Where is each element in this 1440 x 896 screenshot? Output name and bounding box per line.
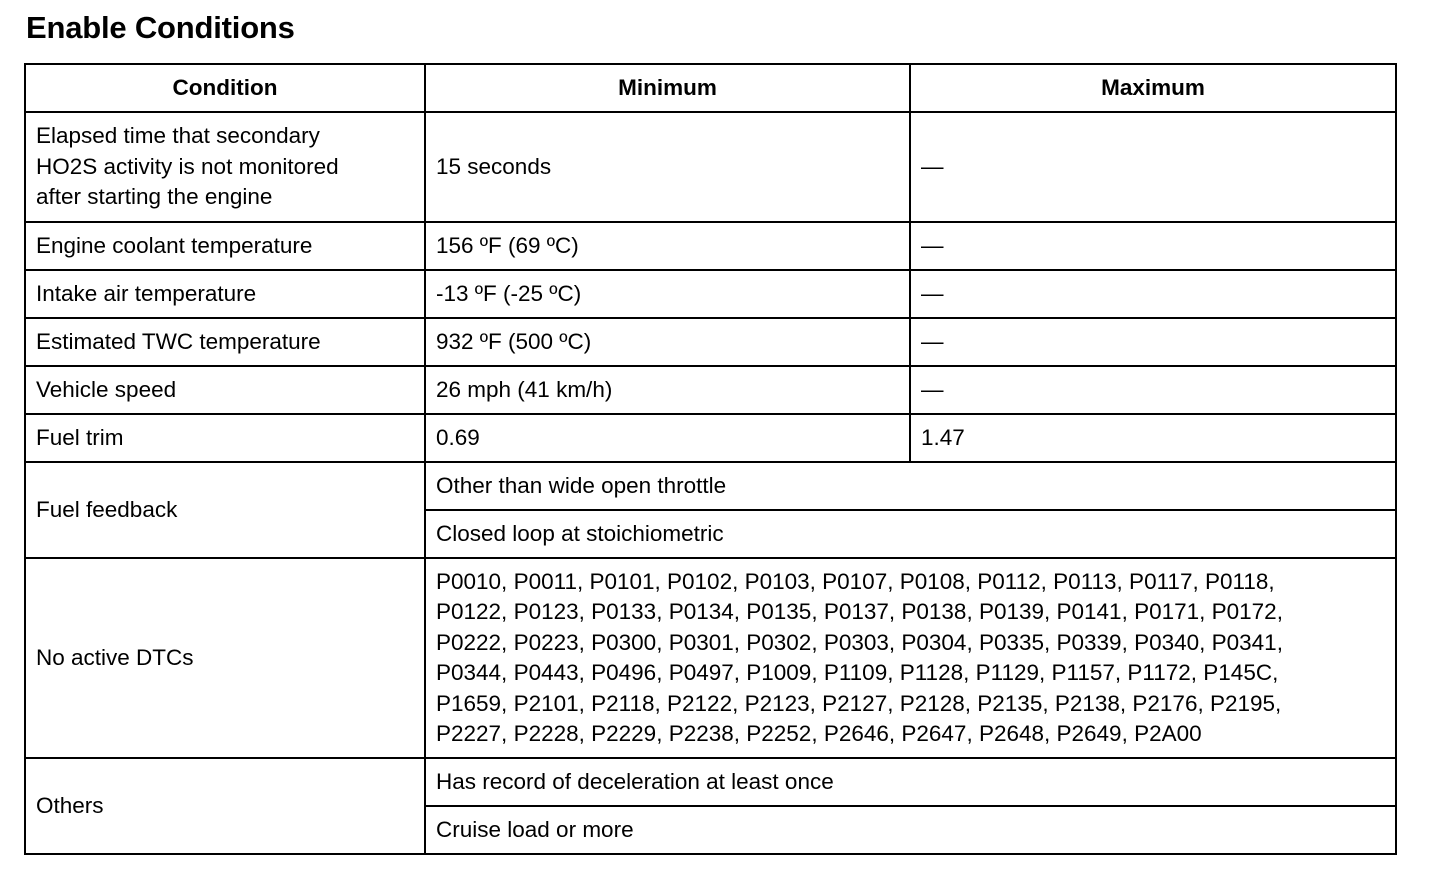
table-row (25, 414, 1396, 462)
condition-cell: No active DTCs (25, 558, 425, 758)
condition-cell: Fuel feedback (25, 462, 425, 558)
maximum-cell: 1.47 (910, 414, 1396, 462)
enable-conditions-table (24, 63, 1397, 855)
maximum-cell: — (910, 222, 1396, 270)
maximum-cell: — (910, 270, 1396, 318)
table-row (25, 366, 1396, 414)
table-row (25, 318, 1396, 366)
minimum-cell: -13 ºF (-25 ºC) (425, 270, 910, 318)
dtc-line: P0222, P0223, P0300, P0301, P0302, P0303, P0304, P0335, P0339, P0340, P0341, (436, 629, 1283, 655)
minimum-cell: 15 seconds (425, 112, 910, 222)
condition-cell: Intake air temperature (25, 270, 425, 318)
minimum-cell: 0.69 (425, 414, 910, 462)
minimum-cell: 932 ºF (500 ºC) (425, 318, 910, 366)
header-minimum: Minimum (425, 64, 910, 112)
dtc-line: P0344, P0443, P0496, P0497, P1009, P1109, P1128, P1129, P1157, P1172, P145C, (436, 660, 1279, 685)
table-row (25, 112, 1396, 222)
others-value: Has record of deceleration at least once (425, 758, 1396, 806)
maximum-cell: — (910, 366, 1396, 414)
table-row (25, 558, 1396, 758)
condition-cell (25, 112, 425, 222)
condition-cell: Fuel trim (25, 414, 425, 462)
condition-line: after starting the engine (36, 184, 273, 210)
condition-cell: Others (25, 758, 425, 854)
condition-line: Elapsed time that secondary (36, 123, 320, 149)
condition-cell: Estimated TWC temperature (25, 318, 425, 366)
dtc-list (425, 558, 1396, 758)
header-maximum: Maximum (910, 64, 1396, 112)
fuel-feedback-value: Closed loop at stoichiometric (425, 510, 1396, 558)
dtc-line: P2227, P2228, P2229, P2238, P2252, P2646, P2647, P2648, P2649, P2A00 (436, 721, 1202, 746)
condition-line: HO2S activity is not monitored (36, 153, 339, 179)
dtc-line: P0010, P0011, P0101, P0102, P0103, P0107, P0108, P0112, P0113, P0117, P0118, (436, 568, 1275, 594)
fuel-feedback-value: Other than wide open throttle (425, 462, 1396, 510)
others-value: Cruise load or more (425, 806, 1396, 854)
header-condition: Condition (25, 64, 425, 112)
table-row (25, 462, 1396, 510)
table-row (25, 222, 1396, 270)
minimum-cell: 26 mph (41 km/h) (425, 366, 910, 414)
dtc-line: P1659, P2101, P2118, P2122, P2123, P2127, P2128, P2135, P2138, P2176, P2195, (436, 690, 1282, 716)
minimum-cell: 156 ºF (69 ºC) (425, 222, 910, 270)
condition-cell: Vehicle speed (25, 366, 425, 414)
maximum-cell: — (910, 112, 1396, 222)
page-title: Enable Conditions (26, 10, 295, 45)
table-row (25, 270, 1396, 318)
header-row (25, 64, 1396, 112)
dtc-line: P0122, P0123, P0133, P0134, P0135, P0137, P0138, P0139, P0141, P0171, P0172, (436, 599, 1283, 624)
maximum-cell: — (910, 318, 1396, 366)
table-row (25, 758, 1396, 806)
condition-cell: Engine coolant temperature (25, 222, 425, 270)
